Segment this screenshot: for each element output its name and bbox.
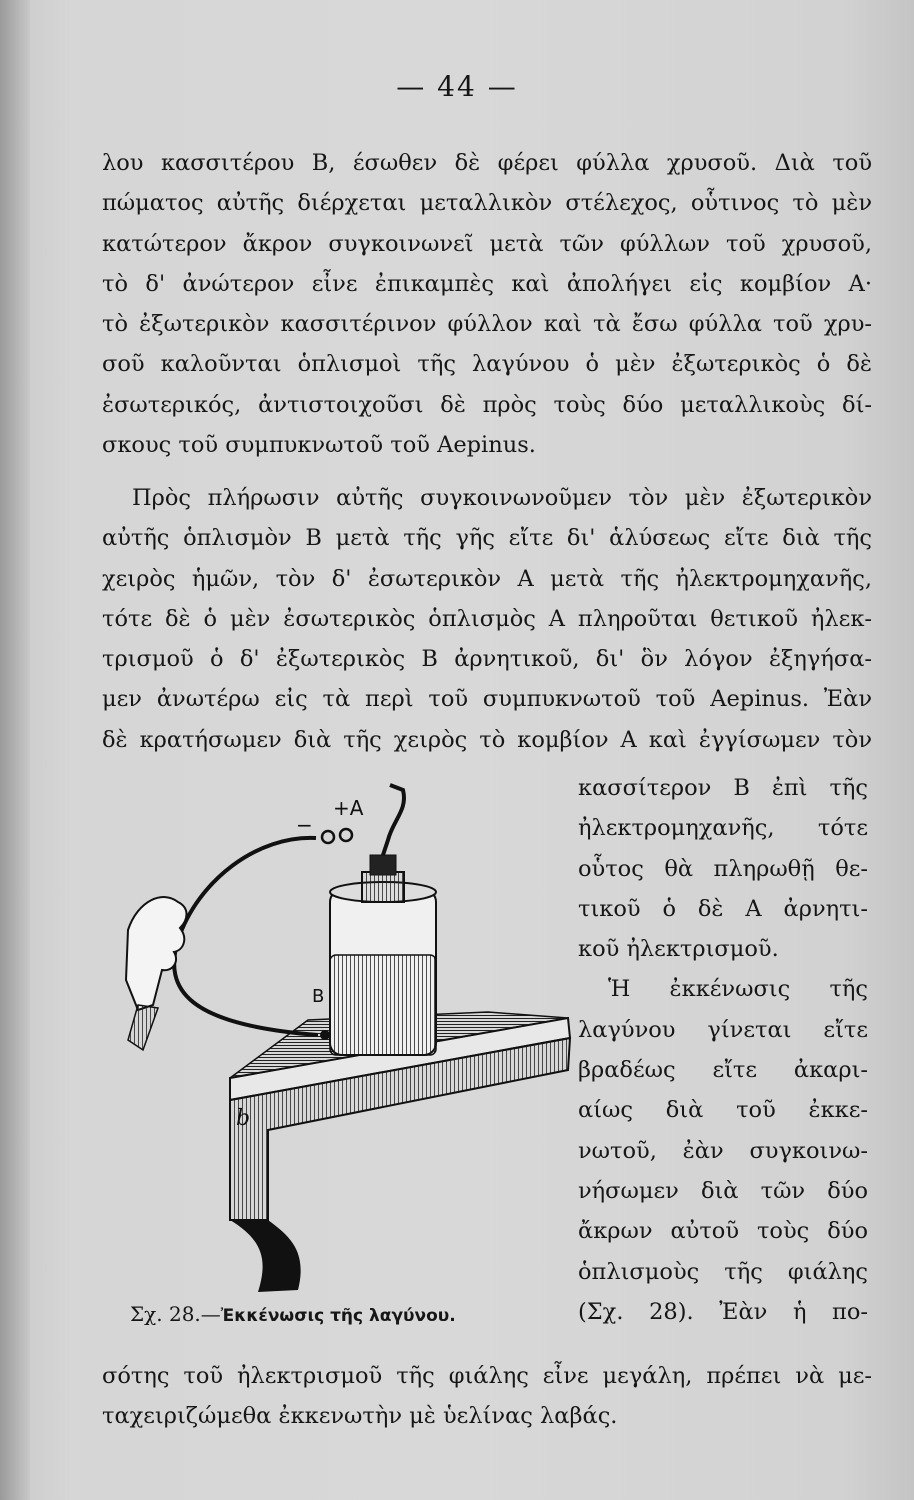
text-line: νήσωμεν διὰ τῶν δύο bbox=[578, 1177, 868, 1204]
figure-leyden-jar bbox=[118, 780, 578, 1300]
table-leg bbox=[230, 1220, 301, 1292]
figure-caption bbox=[130, 1302, 570, 1326]
jar-rod bbox=[383, 785, 404, 855]
paragraph-right-column bbox=[578, 768, 868, 1332]
text-line: οὗτος θὰ πληρωθῇ θε- bbox=[578, 855, 868, 882]
text-line: Ἡ ἐκκένωσις τῆς bbox=[608, 976, 868, 1003]
caption-number: Σχ. 28.— bbox=[130, 1302, 221, 1326]
text-line: σκους τοῦ συμπυκνωτοῦ τοῦ Aepinus. bbox=[102, 432, 536, 459]
text-line: κατώτερον ἄκρον συγκοινωνεῖ μετὰ τῶν φύλλων τοῦ χρυσοῦ, bbox=[102, 230, 872, 257]
text-line: ἐσωτερικός, ἀντιστοιχοῦσι δὲ πρὸς τοὺς δύο μεταλλικοὺς δί- bbox=[102, 391, 872, 418]
text-line: σοῦ καλοῦνται ὁπλισμοὶ τῆς λαγύνου ὁ μὲν ἐξωτερικὸς ὁ δὲ bbox=[102, 351, 872, 378]
page-binding-shadow bbox=[0, 0, 30, 1500]
text-line: τικοῦ ὁ δὲ Α ἀρνητι- bbox=[578, 895, 868, 922]
text-line: τρισμοῦ ὁ δ' ἐξωτερικὸς Β ἀρνητικοῦ, δι' ὃν λόγον ἐξηγήσα- bbox=[102, 646, 872, 673]
text-line: τότε δὲ ὁ μὲν ἐσωτερικὸς ὁπλισμὸς Α πληροῦται θετικοῦ ἠλεκ- bbox=[102, 605, 872, 632]
text-line: ἄκρων αὐτοῦ τοὺς δύο bbox=[578, 1218, 868, 1245]
jar-cork bbox=[362, 872, 404, 902]
text-line: τὸ ἐξωτερικὸν κασσιτέρινον φύλλον καὶ τὰ ἔσω φύλλα τοῦ χρυ- bbox=[102, 311, 872, 338]
sleeve bbox=[128, 1005, 158, 1050]
text-line: μεν ἀνωτέρω εἰς τὰ περὶ τοῦ συμπυκνωτοῦ τοῦ Aepinus. Ἐὰν bbox=[102, 686, 872, 713]
paragraph-middle bbox=[102, 478, 872, 760]
text-line: ἠλεκτρομηχανῆς, τότε bbox=[578, 815, 868, 842]
text-line: πώματος αὐτῆς διέρχεται μεταλλικὸν στέλεχος, οὗτινος τὸ μὲν bbox=[102, 190, 872, 217]
text-line: ὁπλισμοὺς τῆς φιάλης bbox=[578, 1258, 868, 1285]
paragraph-bottom bbox=[102, 1356, 872, 1437]
jar-outer-coating bbox=[330, 955, 436, 1055]
text-line: λαγύνου γίνεται εἴτε bbox=[578, 1016, 868, 1043]
page-number: — 44 — bbox=[396, 70, 518, 103]
discharger-arc bbox=[174, 838, 318, 1035]
text-line: κασσίτερον Β ἐπὶ τῆς bbox=[578, 775, 868, 801]
text-line: (Σχ. 28). Ἐὰν ἡ πο- bbox=[578, 1298, 868, 1325]
label-minus: − bbox=[296, 813, 313, 837]
caption-title: Ἐκκένωσις τῆς λαγύνου. bbox=[220, 1306, 456, 1326]
text-line: χειρὸς ἡμῶν, τὸν δ' ἐσωτερικὸν Α μετὰ τῆς ἠλεκτρομηχανῆς, bbox=[102, 565, 872, 592]
hand bbox=[126, 897, 187, 1010]
text-line: βραδέως εἴτε ἀκαρι- bbox=[578, 1057, 868, 1084]
knob-a bbox=[340, 829, 352, 841]
label-small-b: b bbox=[236, 1106, 251, 1131]
text-line: ταχειριζώμεθα ἐκκενωτὴν μὲ ὑελίνας λαβάς. bbox=[102, 1403, 618, 1430]
text-line: τὸ δ' ἀνώτερον εἶνε ἐπικαμπὲς καὶ ἀπολήγει εἰς κομβίον Α· bbox=[102, 270, 872, 297]
text-line: σότης τοῦ ἠλεκτρισμοῦ τῆς φιάλης εἶνε μεγάλη, πρέπει νὰ με- bbox=[102, 1363, 872, 1389]
label-plus-a: +A bbox=[333, 796, 364, 820]
text-line: αὐτῆς ὁπλισμὸν Β μετὰ τῆς γῆς εἴτε δι' ἁλύσεως εἴτε διὰ τῆς bbox=[102, 525, 872, 552]
text-line: Πρὸς πλήρωσιν αὐτῆς συγκοινωνοῦμεν τὸν μὲν ἐξωτερικὸν bbox=[132, 485, 872, 511]
text-line: κοῦ ἠλεκτρισμοῦ. bbox=[578, 936, 779, 963]
text-line: νωτοῦ, ἐὰν συγκοινω- bbox=[578, 1137, 868, 1164]
leyden-jar-illustration bbox=[118, 780, 578, 1300]
paragraph-top bbox=[102, 143, 872, 465]
text-line: αίως διὰ τοῦ ἐκκε- bbox=[578, 1097, 868, 1124]
text-line: λου κασσιτέρου Β, έσωθεν δὲ φέρει φύλλα χρυσοῦ. Διὰ τοῦ bbox=[102, 150, 872, 176]
label-b: B bbox=[312, 986, 325, 1007]
text-line: δὲ κρατήσωμεν διὰ τῆς χειρὸς τὸ κομβίον Α καὶ ἐγγίσωμεν τὸν bbox=[102, 726, 872, 753]
